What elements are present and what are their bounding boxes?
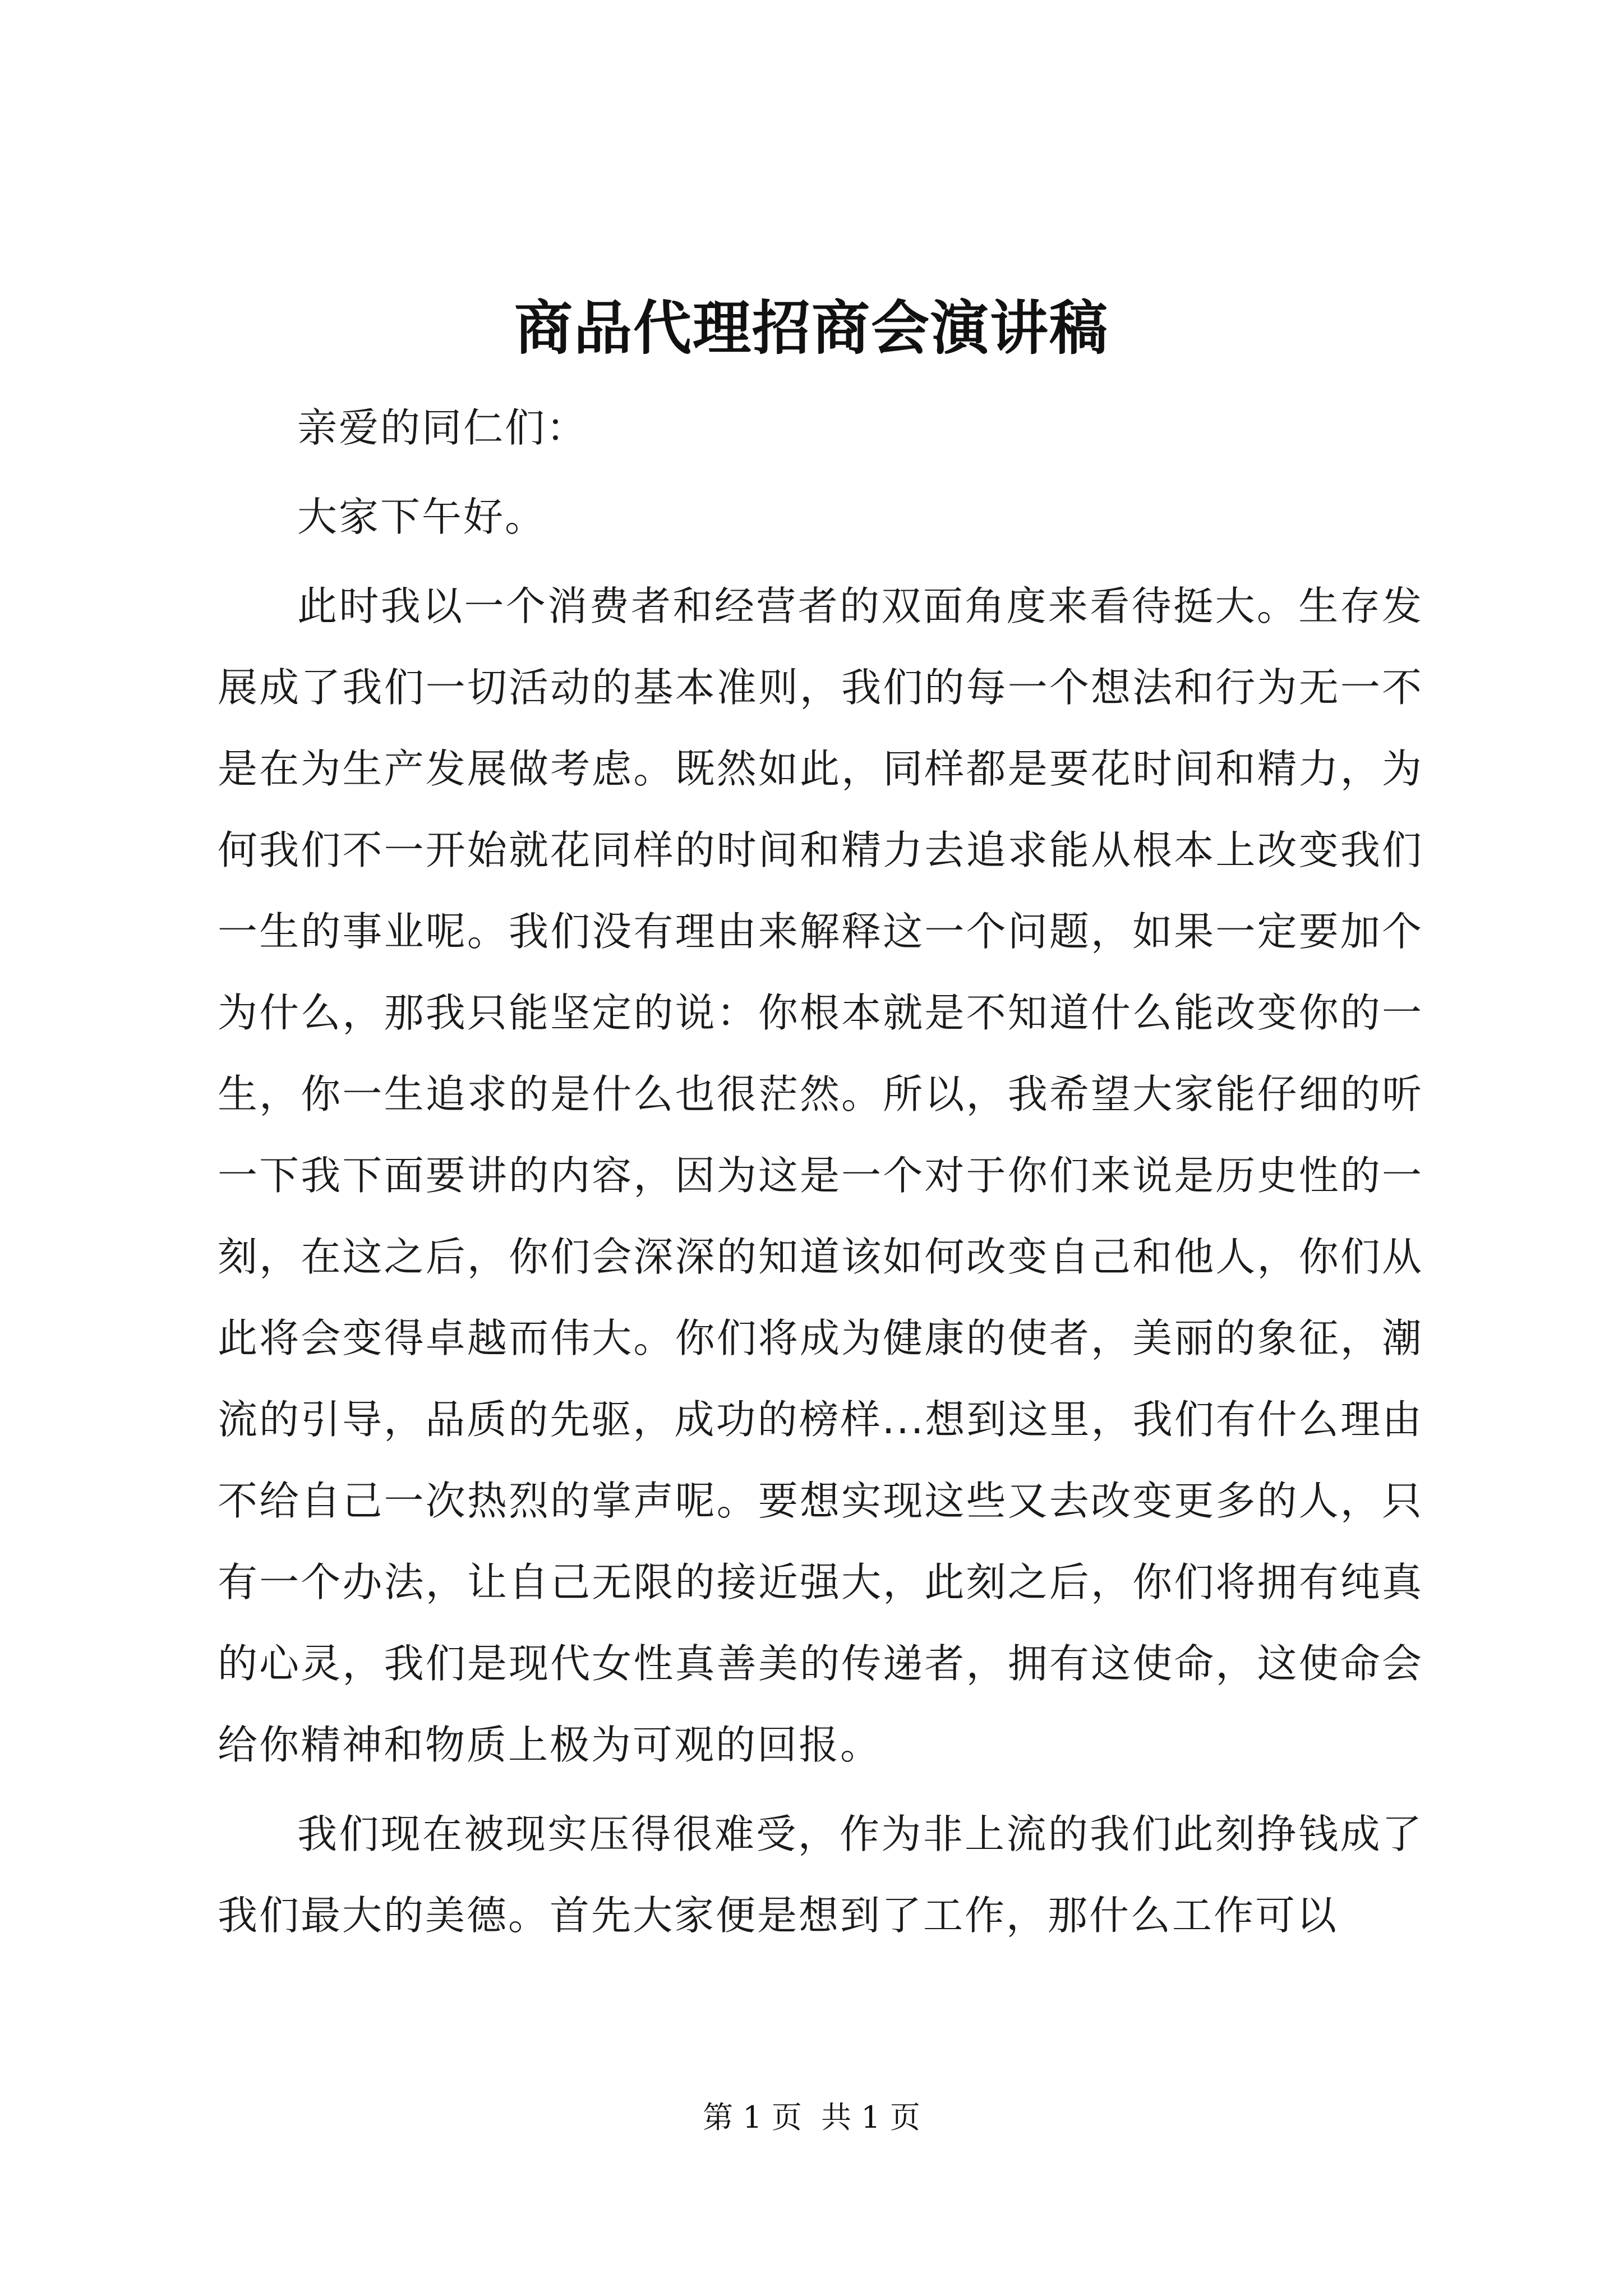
paragraph-salutation: 大家下午好。 bbox=[297, 494, 547, 540]
paragraph-continued: 我们现在被现实压得很难受，作为非上流的我们此刻挣钱成了我们最大的美德。首先大家便是想到了工作，那什么工作可以 bbox=[218, 1811, 1423, 1939]
page-footer bbox=[0, 2095, 1623, 2140]
document-body bbox=[218, 387, 1423, 1964]
page-number-label: 第 1 页 共 1 页 bbox=[703, 2100, 920, 2135]
document-title: 商品代理招商会演讲稿 bbox=[514, 293, 1109, 362]
paragraph-main: 此时我以一个消费者和经营者的双面角度来看待挺大。生存发展成了我们一切活动的基本准则，我们的每一个想法和行为无一不是在为生产发展做考虑。既然如此，同样都是要花时间和精力，为何我们不一开始就花同样的时间和精力去追求能从根本上改变我们一生的事业呢。我们没有理由来解释这一个问题，如果一定要加个为什么，那我只能坚定的说：你根本就是不知道什么能改变你的一生，你一生追求的是什么也很茫然。所以，我希望大家能仔细的听一下我下面要讲的内容，因为这是一个对于你们来说是历史性的一刻，在这之后，你们会深深的知道该如何改变自己和他人，你们从此将会变得卓越而伟大。你们将成为健康的使者，美丽的象征，潮流的引导，品质的先驱，成功的榜样...想到这里，我们有什么理由不给自己一次热烈的掌声呢。要想实现这些又去改变更多的人，只有一个办法，让自己无限的接近强大，此刻之后，你们将拥有纯真的心灵，我们是现代女性真善美的传递者，拥有这使命，这使命会给你精神和物质上极为可观的回报。 bbox=[218, 583, 1423, 1768]
paragraph-greeting: 亲爱的同仁们： bbox=[297, 404, 588, 451]
